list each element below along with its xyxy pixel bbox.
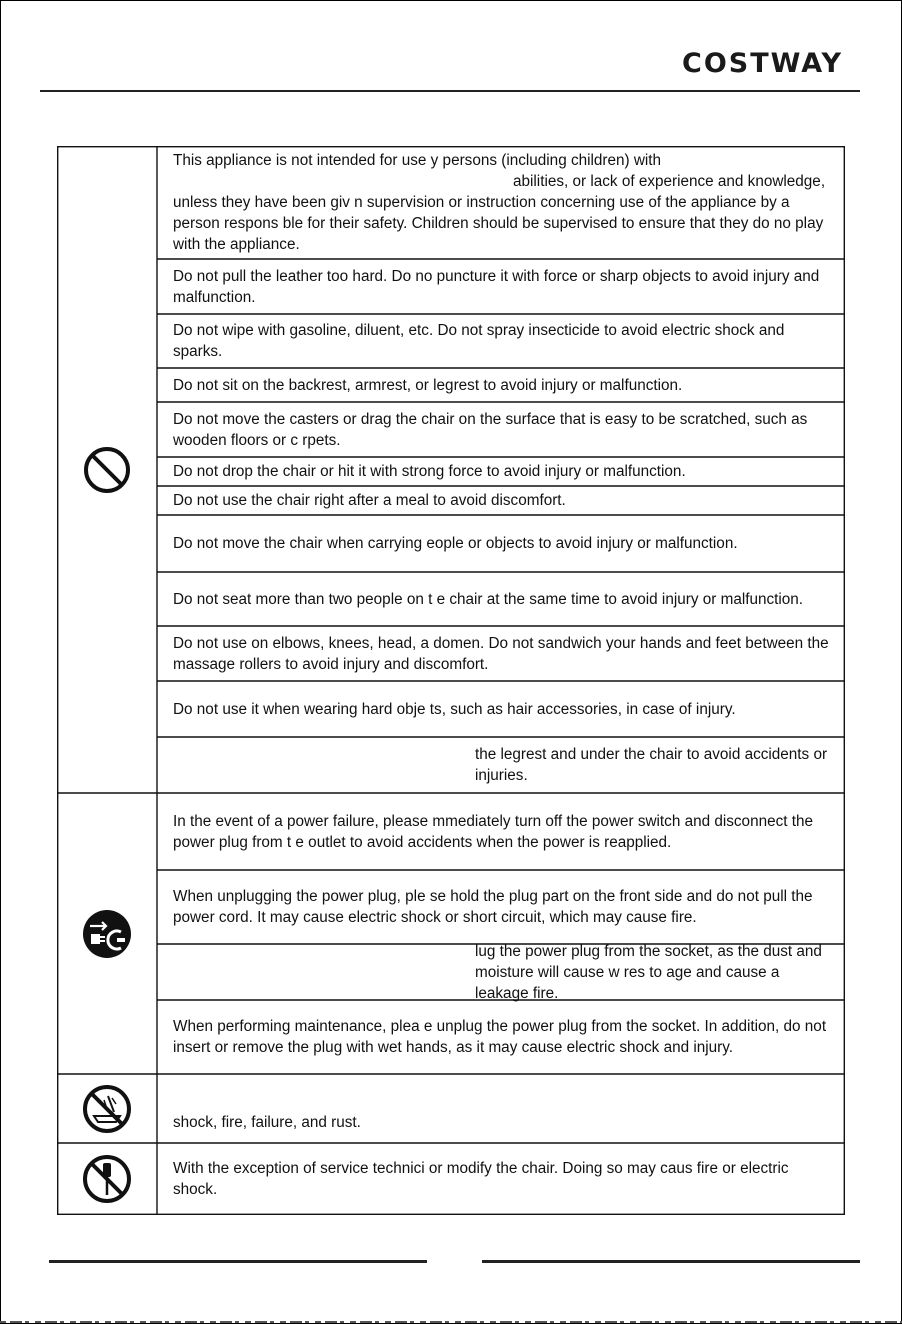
unplug-icon xyxy=(81,908,133,960)
scan-edge-strip xyxy=(0,1314,902,1324)
power-warning-row: lug the power plug from the socket, as the dust and moisture will cause w res to age and cause a leakage fire. xyxy=(475,942,822,1002)
warning-row: Do not move the chair when carrying eople or objects to avoid injury or malfunction. xyxy=(173,535,738,552)
prohibition-icon-cell xyxy=(57,146,157,793)
warning-row: the legrest and under the chair to avoid accidents or injuries. xyxy=(475,746,828,784)
no-water-icon-cell xyxy=(57,1074,157,1143)
unplug-icon-cell xyxy=(57,793,157,1074)
warning-row: Do not seat more than two people on t e chair at the same time to avoid injury or malfunction. xyxy=(173,590,804,608)
header-divider xyxy=(40,90,860,92)
footer-divider-right xyxy=(482,1260,860,1263)
warning-row: Do not move the casters or drag the chair on the surface that is easy to be scratched, such as wooden floors or c rpets. xyxy=(173,410,808,449)
safety-table xyxy=(57,146,845,1215)
prohibition-icon xyxy=(82,445,132,495)
warning-row: Do not use the chair right after a meal to avoid discomfort. xyxy=(173,492,566,509)
warning-row: Do not use on elbows, knees, head, a domen. Do not sandwich your hands and feet between the massage rollers to avoid injury and discomfort. xyxy=(173,634,829,673)
warning-row: Do not use it when wearing hard obje ts, such as hair accessories, in case of injury. xyxy=(173,700,736,718)
warning-row: Do not pull the leather too hard. Do no puncture it with force or sharp objects to avoid injury and malfunction. xyxy=(173,267,820,306)
warning-row: Do not drop the chair or hit it with strong force to avoid injury or malfunction. xyxy=(173,463,686,480)
power-warning-row: In the event of a power failure, please mmediately turn off the power switch and disconnect the power plug from t e outlet to avoid accidents when the power is reapplied. xyxy=(173,812,814,851)
warning-row: This appliance is not intended for use y persons (including children) with abilities, or lack of experience and knowledge, unless they have been giv n supervision or instruction concerning use of the appliance by a person respons ble for their safety. Children should be supervised to ensure that they do no play with the appliance. xyxy=(173,152,826,253)
footer-divider-left xyxy=(49,1260,427,1263)
no-disassembly-icon xyxy=(82,1154,132,1204)
disassembly-warning-row: With the exception of service technici or modify the chair. Doing so may caus fire or electric shock. xyxy=(173,1160,789,1198)
water-warning-row: shock, fire, failure, and rust. xyxy=(173,1114,361,1131)
warning-row: Do not sit on the backrest, armrest, or legrest to avoid injury or malfunction. xyxy=(173,376,683,394)
power-warning-row: When performing maintenance, plea e unplug the power plug from the socket. In addition, do not insert or remove the plug with wet hands, as it may cause electric shock and injury. xyxy=(173,1018,827,1056)
no-water-icon xyxy=(82,1084,132,1134)
warning-row: Do not wipe with gasoline, diluent, etc. Do not spray insecticide to avoid electric shock and sparks. xyxy=(173,322,785,360)
no-disassembly-icon-cell xyxy=(57,1143,157,1215)
power-warning-row: When unplugging the power plug, ple se hold the plug part on the front side and do not pull the power cord. It may cause electric shock or short circuit, which may cause fire. xyxy=(173,888,813,926)
brand-logo: COSTWAY xyxy=(682,48,844,79)
